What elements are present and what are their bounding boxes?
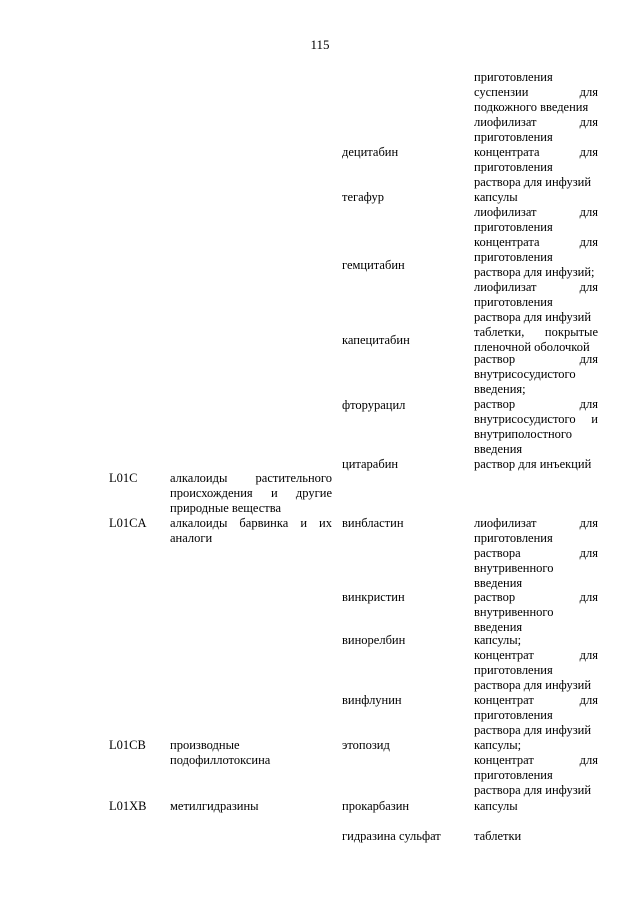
dosage-form-line: суспензии для (474, 85, 598, 99)
dosage-form-line: лиофилизат для (474, 115, 598, 129)
dosage-form-line: раствора для (474, 546, 598, 560)
dosage-form-line: приготовления (474, 768, 553, 782)
dosage-form-line: раствор для (474, 590, 598, 604)
drug-name: винкристин (342, 590, 405, 604)
dosage-form (474, 829, 598, 844)
group-line: природные вещества (170, 501, 282, 515)
dosage-form-line: введения (474, 442, 523, 456)
dosage-form-line: внутрисосудистого (474, 367, 576, 381)
dosage-form (474, 693, 598, 738)
dosage-form-line: капсулы; (474, 633, 522, 647)
dosage-form-line: приготовления (474, 250, 553, 264)
dosage-form-line: раствор для (474, 397, 598, 411)
dosage-form-line: внутриполостного (474, 427, 572, 441)
dosage-form-line: капсулы (474, 190, 518, 204)
atc-code: L01XB (109, 799, 147, 813)
group-line: метилгидразины (170, 799, 259, 813)
dosage-form-line: пленочной оболочкой (474, 340, 590, 354)
dosage-form-line: лиофилизат для (474, 280, 598, 294)
dosage-form-line: приготовления (474, 708, 553, 722)
dosage-form (474, 457, 598, 472)
drug-name: винфлунин (342, 693, 402, 707)
drug-name: фторурацил (342, 398, 406, 412)
group-line: производные (170, 738, 240, 752)
dosage-form-line: приготовления (474, 220, 553, 234)
anatomical-therapeutic-group (170, 799, 332, 814)
group-line: подофиллотоксина (170, 753, 271, 767)
atc-code: L01C (109, 471, 138, 485)
dosage-form (474, 205, 598, 325)
dosage-form (474, 590, 598, 635)
dosage-form-line: приготовления (474, 130, 553, 144)
dosage-form-line: раствора для инфузий (474, 723, 592, 737)
drug-name: винорелбин (342, 633, 406, 647)
dosage-form (474, 115, 598, 190)
dosage-form-line: введения (474, 576, 523, 590)
dosage-form-line: таблетки (474, 829, 522, 843)
drug-name: гемцитабин (342, 258, 405, 272)
dosage-form-line: лиофилизат для (474, 205, 598, 219)
dosage-form-line: приготовления (474, 531, 553, 545)
dosage-form (474, 70, 598, 115)
drug-name: децитабин (342, 145, 399, 159)
dosage-form-line: приготовления (474, 295, 553, 309)
dosage-form-line: внутривенного (474, 605, 554, 619)
group-line: алкалоиды барвинка и их (170, 516, 332, 530)
drug-name: капецитабин (342, 333, 410, 347)
dosage-form (474, 799, 598, 814)
dosage-form-line: внутрисосудистого и (474, 412, 598, 426)
dosage-form (474, 352, 598, 457)
dosage-form-line: раствор для инъекций (474, 457, 592, 471)
drug-name: этопозид (342, 738, 390, 752)
drug-name: тегафур (342, 190, 384, 204)
dosage-form (474, 325, 598, 355)
dosage-form (474, 738, 598, 798)
group-line: происхождения и другие (170, 486, 332, 500)
group-line: алкалоиды растительного (170, 471, 332, 485)
dosage-form-line: капсулы (474, 799, 518, 813)
dosage-form-line: концентрат для (474, 753, 598, 767)
dosage-form-line: раствора для инфузий (474, 783, 592, 797)
dosage-form-line: приготовления (474, 70, 553, 84)
dosage-form-line: концентрат для (474, 648, 598, 662)
atc-code: L01CA (109, 516, 147, 530)
dosage-form-line: таблетки, покрытые (474, 325, 598, 339)
anatomical-therapeutic-group (170, 516, 332, 546)
dosage-form (474, 516, 598, 591)
dosage-form-line: раствора для инфузий (474, 310, 592, 324)
dosage-form-line: приготовления (474, 160, 553, 174)
dosage-form-line: раствор для (474, 352, 598, 366)
dosage-form (474, 190, 598, 205)
dosage-form-line: подкожного введения (474, 100, 589, 114)
page-number: 115 (310, 37, 330, 52)
group-line: аналоги (170, 531, 213, 545)
drug-name: гидразина сульфат (342, 829, 441, 843)
dosage-form-line: приготовления (474, 663, 553, 677)
dosage-form-line: концентрата для (474, 235, 598, 249)
drug-name: винбластин (342, 516, 404, 530)
dosage-form-line: раствора для инфузий; (474, 265, 595, 279)
dosage-form-line: внутривенного (474, 561, 554, 575)
dosage-form-line: концентрат для (474, 693, 598, 707)
anatomical-therapeutic-group (170, 471, 332, 516)
atc-code: L01CB (109, 738, 146, 752)
dosage-form-line: раствора для инфузий (474, 678, 592, 692)
dosage-form-line: концентрата для (474, 145, 598, 159)
dosage-form-line: введения; (474, 382, 526, 396)
drug-name: цитарабин (342, 457, 399, 471)
dosage-form-line: раствора для инфузий (474, 175, 592, 189)
dosage-form (474, 633, 598, 693)
dosage-form-line: лиофилизат для (474, 516, 598, 530)
drug-name: прокарбазин (342, 799, 410, 813)
dosage-form-line: капсулы; (474, 738, 522, 752)
dosage-form-line: введения (474, 620, 523, 634)
anatomical-therapeutic-group (170, 738, 332, 768)
